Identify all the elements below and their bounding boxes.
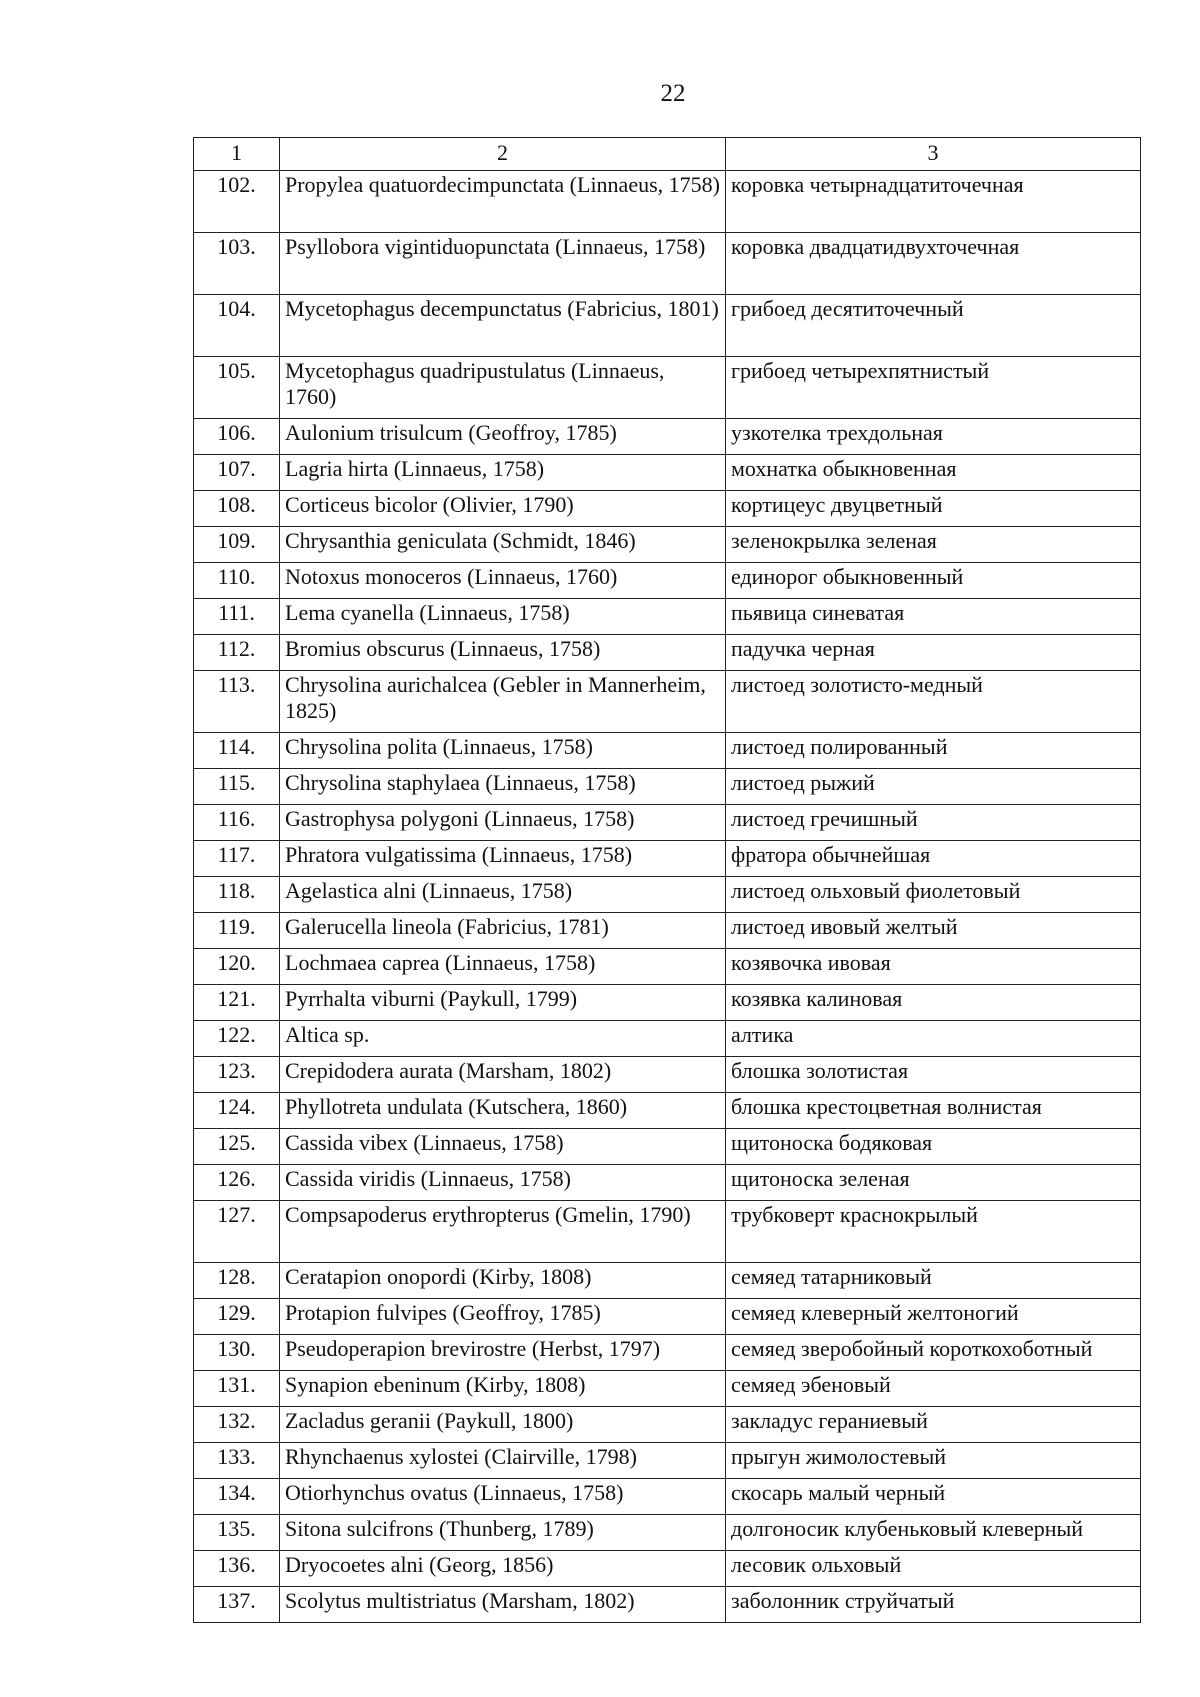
column-header-latin-name: 2: [280, 138, 726, 171]
table-row: [194, 1515, 1141, 1551]
latin-name-cell: Psyllobora vigintiduopunctata (Linnaeus, 1758): [280, 233, 726, 295]
latin-name-cell: Chrysolina polita (Linnaeus, 1758): [280, 733, 726, 769]
latin-name-cell: Corticeus bicolor (Olivier, 1790): [280, 491, 726, 527]
russian-name-cell: заболонник струйчатый: [726, 1587, 1141, 1623]
russian-name-cell: скосарь малый черный: [726, 1479, 1141, 1515]
russian-name-cell: семяед татарниковый: [726, 1263, 1141, 1299]
russian-name-cell: прыгун жимолостевый: [726, 1443, 1141, 1479]
russian-name-cell: щитоноска зеленая: [726, 1165, 1141, 1201]
russian-name-cell: листоед гречишный: [726, 805, 1141, 841]
table-row: [194, 1093, 1141, 1129]
row-number-cell: 133.: [194, 1443, 280, 1479]
table-row: [194, 1299, 1141, 1335]
table-row: [194, 233, 1141, 295]
row-number-cell: 117.: [194, 841, 280, 877]
table-row: [194, 1165, 1141, 1201]
table-row: [194, 1263, 1141, 1299]
latin-name-cell: Mycetophagus decempunctatus (Fabricius, 1801): [280, 295, 726, 357]
latin-name-cell: Mycetophagus quadripustulatus (Linnaeus, 1760): [280, 357, 726, 419]
row-number-cell: 126.: [194, 1165, 280, 1201]
species-table-body: [194, 171, 1141, 1623]
latin-name-cell: Rhynchaenus xylostei (Clairville, 1798): [280, 1443, 726, 1479]
row-number-cell: 112.: [194, 635, 280, 671]
row-number-cell: 134.: [194, 1479, 280, 1515]
table-row: [194, 671, 1141, 733]
table-row: [194, 635, 1141, 671]
russian-name-cell: листоед ольховый фиолетовый: [726, 877, 1141, 913]
row-number-cell: 118.: [194, 877, 280, 913]
row-number-cell: 109.: [194, 527, 280, 563]
latin-name-cell: Dryocoetes alni (Georg, 1856): [280, 1551, 726, 1587]
row-number-cell: 116.: [194, 805, 280, 841]
table-row: [194, 1371, 1141, 1407]
latin-name-cell: Pyrrhalta viburni (Paykull, 1799): [280, 985, 726, 1021]
row-number-cell: 137.: [194, 1587, 280, 1623]
latin-name-cell: Phyllotreta undulata (Kutschera, 1860): [280, 1093, 726, 1129]
row-number-cell: 136.: [194, 1551, 280, 1587]
row-number-cell: 119.: [194, 913, 280, 949]
russian-name-cell: грибоед десятиточечный: [726, 295, 1141, 357]
row-number-cell: 121.: [194, 985, 280, 1021]
species-table: [193, 137, 1141, 1623]
russian-name-cell: грибоед четырехпятнистый: [726, 357, 1141, 419]
latin-name-cell: Protapion fulvipes (Geoffroy, 1785): [280, 1299, 726, 1335]
row-number-cell: 131.: [194, 1371, 280, 1407]
row-number-cell: 107.: [194, 455, 280, 491]
russian-name-cell: коровка четырнадцатиточечная: [726, 171, 1141, 233]
latin-name-cell: Bromius obscurus (Linnaeus, 1758): [280, 635, 726, 671]
table-row: [194, 491, 1141, 527]
table-row: [194, 805, 1141, 841]
row-number-cell: 127.: [194, 1201, 280, 1263]
table-row: [194, 913, 1141, 949]
column-header-russian-name: 3: [726, 138, 1141, 171]
russian-name-cell: алтика: [726, 1021, 1141, 1057]
russian-name-cell: козявочка ивовая: [726, 949, 1141, 985]
page-number: 22: [660, 80, 686, 107]
russian-name-cell: щитоноска бодяковая: [726, 1129, 1141, 1165]
row-number-cell: 103.: [194, 233, 280, 295]
table-row: [194, 1479, 1141, 1515]
latin-name-cell: Lema cyanella (Linnaeus, 1758): [280, 599, 726, 635]
row-number-cell: 104.: [194, 295, 280, 357]
row-number-cell: 129.: [194, 1299, 280, 1335]
row-number-cell: 113.: [194, 671, 280, 733]
table-row: [194, 1057, 1141, 1093]
russian-name-cell: листоед ивовый желтый: [726, 913, 1141, 949]
russian-name-cell: зеленокрылка зеленая: [726, 527, 1141, 563]
row-number-cell: 111.: [194, 599, 280, 635]
latin-name-cell: Gastrophysa polygoni (Linnaeus, 1758): [280, 805, 726, 841]
table-row: [194, 949, 1141, 985]
latin-name-cell: Notoxus monoceros (Linnaeus, 1760): [280, 563, 726, 599]
row-number-cell: 124.: [194, 1093, 280, 1129]
russian-name-cell: узкотелка трехдольная: [726, 419, 1141, 455]
latin-name-cell: Phratora vulgatissima (Linnaeus, 1758): [280, 841, 726, 877]
row-number-cell: 114.: [194, 733, 280, 769]
row-number-cell: 128.: [194, 1263, 280, 1299]
latin-name-cell: Otiorhynchus ovatus (Linnaeus, 1758): [280, 1479, 726, 1515]
table-row: [194, 527, 1141, 563]
russian-name-cell: блошка крестоцветная волнистая: [726, 1093, 1141, 1129]
latin-name-cell: Zacladus geranii (Paykull, 1800): [280, 1407, 726, 1443]
table-row: [194, 1443, 1141, 1479]
table-row: [194, 1587, 1141, 1623]
row-number-cell: 108.: [194, 491, 280, 527]
row-number-cell: 123.: [194, 1057, 280, 1093]
russian-name-cell: семяед эбеновый: [726, 1371, 1141, 1407]
row-number-cell: 135.: [194, 1515, 280, 1551]
latin-name-cell: Pseudoperapion brevirostre (Herbst, 1797): [280, 1335, 726, 1371]
table-row: [194, 599, 1141, 635]
russian-name-cell: семяед клеверный желтоногий: [726, 1299, 1141, 1335]
latin-name-cell: Chrysolina staphylaea (Linnaeus, 1758): [280, 769, 726, 805]
row-number-cell: 110.: [194, 563, 280, 599]
row-number-cell: 106.: [194, 419, 280, 455]
latin-name-cell: Agelastica alni (Linnaeus, 1758): [280, 877, 726, 913]
latin-name-cell: Chrysolina aurichalcea (Gebler in Mannerheim, 1825): [280, 671, 726, 733]
table-row: [194, 295, 1141, 357]
table-row: [194, 1021, 1141, 1057]
table-row: [194, 1335, 1141, 1371]
russian-name-cell: коровка двадцатидвухточечная: [726, 233, 1141, 295]
table-row: [194, 1201, 1141, 1263]
table-row: [194, 733, 1141, 769]
table-header-row: [194, 138, 1141, 171]
latin-name-cell: Galerucella lineola (Fabricius, 1781): [280, 913, 726, 949]
latin-name-cell: Lochmaea caprea (Linnaeus, 1758): [280, 949, 726, 985]
russian-name-cell: листоед рыжий: [726, 769, 1141, 805]
russian-name-cell: закладус гераниевый: [726, 1407, 1141, 1443]
table-row: [194, 419, 1141, 455]
column-header-number: 1: [194, 138, 280, 171]
latin-name-cell: Cassida vibex (Linnaeus, 1758): [280, 1129, 726, 1165]
latin-name-cell: Compsapoderus erythropterus (Gmelin, 1790): [280, 1201, 726, 1263]
table-row: [194, 841, 1141, 877]
russian-name-cell: трубковерт краснокрылый: [726, 1201, 1141, 1263]
table-row: [194, 455, 1141, 491]
russian-name-cell: долгоносик клубеньковый клеверный: [726, 1515, 1141, 1551]
table-row: [194, 563, 1141, 599]
latin-name-cell: Propylea quatuordecimpunctata (Linnaeus, 1758): [280, 171, 726, 233]
table-row: [194, 171, 1141, 233]
table-row: [194, 877, 1141, 913]
row-number-cell: 125.: [194, 1129, 280, 1165]
row-number-cell: 132.: [194, 1407, 280, 1443]
table-row: [194, 357, 1141, 419]
row-number-cell: 130.: [194, 1335, 280, 1371]
russian-name-cell: единорог обыкновенный: [726, 563, 1141, 599]
russian-name-cell: мохнатка обыкновенная: [726, 455, 1141, 491]
russian-name-cell: кортицеус двуцветный: [726, 491, 1141, 527]
latin-name-cell: Chrysanthia geniculata (Schmidt, 1846): [280, 527, 726, 563]
latin-name-cell: Ceratapion onopordi (Kirby, 1808): [280, 1263, 726, 1299]
latin-name-cell: Synapion ebeninum (Kirby, 1808): [280, 1371, 726, 1407]
row-number-cell: 105.: [194, 357, 280, 419]
latin-name-cell: Crepidodera aurata (Marsham, 1802): [280, 1057, 726, 1093]
table-row: [194, 1551, 1141, 1587]
table-row: [194, 769, 1141, 805]
latin-name-cell: Altica sp.: [280, 1021, 726, 1057]
russian-name-cell: листоед полированный: [726, 733, 1141, 769]
row-number-cell: 122.: [194, 1021, 280, 1057]
russian-name-cell: фратора обычнейшая: [726, 841, 1141, 877]
row-number-cell: 120.: [194, 949, 280, 985]
russian-name-cell: семяед зверобойный короткохоботный: [726, 1335, 1141, 1371]
latin-name-cell: Scolytus multistriatus (Marsham, 1802): [280, 1587, 726, 1623]
russian-name-cell: лесовик ольховый: [726, 1551, 1141, 1587]
russian-name-cell: козявка калиновая: [726, 985, 1141, 1021]
latin-name-cell: Lagria hirta (Linnaeus, 1758): [280, 455, 726, 491]
latin-name-cell: Sitona sulcifrons (Thunberg, 1789): [280, 1515, 726, 1551]
table-row: [194, 1407, 1141, 1443]
latin-name-cell: Aulonium trisulcum (Geoffroy, 1785): [280, 419, 726, 455]
row-number-cell: 102.: [194, 171, 280, 233]
row-number-cell: 115.: [194, 769, 280, 805]
latin-name-cell: Cassida viridis (Linnaeus, 1758): [280, 1165, 726, 1201]
russian-name-cell: падучка черная: [726, 635, 1141, 671]
table-row: [194, 985, 1141, 1021]
russian-name-cell: листоед золотисто-медный: [726, 671, 1141, 733]
russian-name-cell: пьявица синеватая: [726, 599, 1141, 635]
table-row: [194, 1129, 1141, 1165]
russian-name-cell: блошка золотистая: [726, 1057, 1141, 1093]
